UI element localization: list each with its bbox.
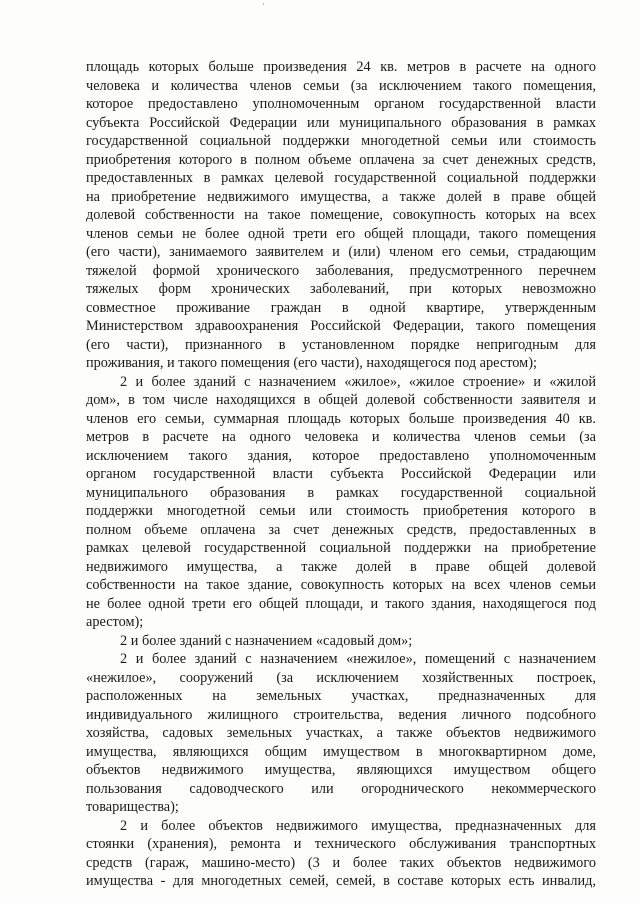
text-line: человека и количества членов семьи (за исключением такого помещения, bbox=[86, 77, 596, 94]
text-line: исключением такого здания, которое предоставлено уполномоченным bbox=[86, 447, 596, 464]
text-line: предоставленных в рамках целевой государственной социальной поддержки bbox=[86, 170, 596, 186]
text-line: 2 и более объектов недвижимого имущества, предназначенных для bbox=[120, 817, 596, 834]
text-line: тяжелой формой хронического заболевания, предусмотренного перечнем bbox=[86, 262, 596, 279]
text-line: товарищества); bbox=[86, 799, 179, 815]
paragraph bbox=[86, 632, 596, 651]
text-line: совместное проживание граждан в одной квартире, утвержденным bbox=[86, 299, 596, 316]
text-line: средств (гараж, машино-место) (3 и более таких объектов недвижимого bbox=[86, 854, 596, 871]
text-line: членов его семьи, суммарная площадь которых больше произведения 40 кв. bbox=[86, 410, 596, 427]
text-line: «нежилое», сооружений (за исключением хозяйственных построек, bbox=[86, 669, 596, 686]
text-line: тяжелых форм хронических заболеваний, при которых невозможно bbox=[86, 281, 596, 297]
text-line: 2 и более зданий с назначением «садовый дом»; bbox=[120, 632, 413, 649]
text-line: Министерством здравоохранения Российской Федерации, такого помещения bbox=[86, 318, 596, 334]
text-line: недвижимого имущества, а также долей в праве общей долевой bbox=[86, 558, 596, 575]
paragraph bbox=[86, 817, 596, 891]
text-line: индивидуального жилищного строительства, ведения личного подсобного bbox=[86, 706, 596, 723]
text-line: расположенных на земельных участках, предназначенных для bbox=[86, 688, 596, 704]
text-line: объектов недвижимого имущества, являющихся имуществом общего bbox=[86, 762, 596, 778]
paragraph bbox=[86, 58, 596, 373]
paragraph bbox=[86, 650, 596, 817]
text-line: на приобретение недвижимого имущества, а также долей в праве общей bbox=[86, 188, 596, 205]
text-line: имущества - для многодетных семей, семей, в составе которых есть инвалид, bbox=[86, 873, 596, 889]
scan-speck: · bbox=[262, 0, 265, 9]
text-line: полном объеме оплачена за счет денежных средств, предоставленных в bbox=[86, 521, 596, 538]
text-line: стоянки (хранения), ремонта и технического обслуживания транспортных bbox=[86, 836, 596, 852]
text-line: собственности на такое здание, совокупность которых на всех членов семьи bbox=[86, 577, 596, 593]
text-line: которое предоставлено уполномоченным органом государственной власти bbox=[86, 96, 596, 112]
text-line: 2 и более зданий с назначением «жилое», «жилое строение» и «жилой bbox=[120, 373, 596, 390]
text-line: членов семьи не более одной трети его общей площади, такого помещения bbox=[86, 225, 596, 242]
paragraph bbox=[86, 373, 596, 632]
text-line: муниципального образования в рамках государственной социальной bbox=[86, 484, 596, 501]
text-line: проживания, и такого помещения (его части), находящегося под арестом); bbox=[86, 355, 537, 371]
text-line: государственной социальной поддержки многодетной семьи или стоимость bbox=[86, 133, 596, 149]
text-line: пользования садоводческого или огороднического некоммерческого bbox=[86, 780, 596, 797]
text-line: (его части), признанного в установленном порядке непригодным для bbox=[86, 336, 596, 353]
text-line: хозяйства, садовых земельных участках, а также объектов недвижимого bbox=[86, 725, 596, 741]
text-line: метров в расчете на одного человека и количества членов семьи (за bbox=[86, 429, 596, 445]
document-body bbox=[86, 58, 596, 891]
text-line: не более одной трети его общей площади, и такого здания, находящегося под bbox=[86, 595, 596, 612]
text-line: рамках целевой государственной социальной поддержки на приобретение bbox=[86, 540, 596, 556]
text-line: имущества, являющихся общим имуществом в многоквартирном доме, bbox=[86, 743, 596, 760]
text-line: арестом); bbox=[86, 614, 144, 630]
text-line: площадь которых больше произведения 24 кв. метров в расчете на одного bbox=[86, 59, 596, 75]
text-line: дом», в том числе находящихся в общей долевой собственности заявителя и bbox=[86, 392, 596, 408]
text-line: поддержки многодетной семьи или стоимость приобретения которого в bbox=[86, 503, 596, 519]
text-line: (его части), занимаемого заявителем и (или) членом его семьи, страдающим bbox=[86, 244, 596, 260]
text-line: органом государственной власти субъекта Российской Федерации или bbox=[86, 466, 596, 482]
text-line: приобретения которого в полном объеме оплачена за счет денежных средств, bbox=[86, 151, 596, 168]
text-line: долевой собственности на такое помещение, совокупность которых на всех bbox=[86, 207, 596, 223]
text-line: 2 и более зданий с назначением «нежилое», помещений с назначением bbox=[120, 651, 596, 667]
text-line: субъекта Российской Федерации или муниципального образования в рамках bbox=[86, 114, 596, 131]
